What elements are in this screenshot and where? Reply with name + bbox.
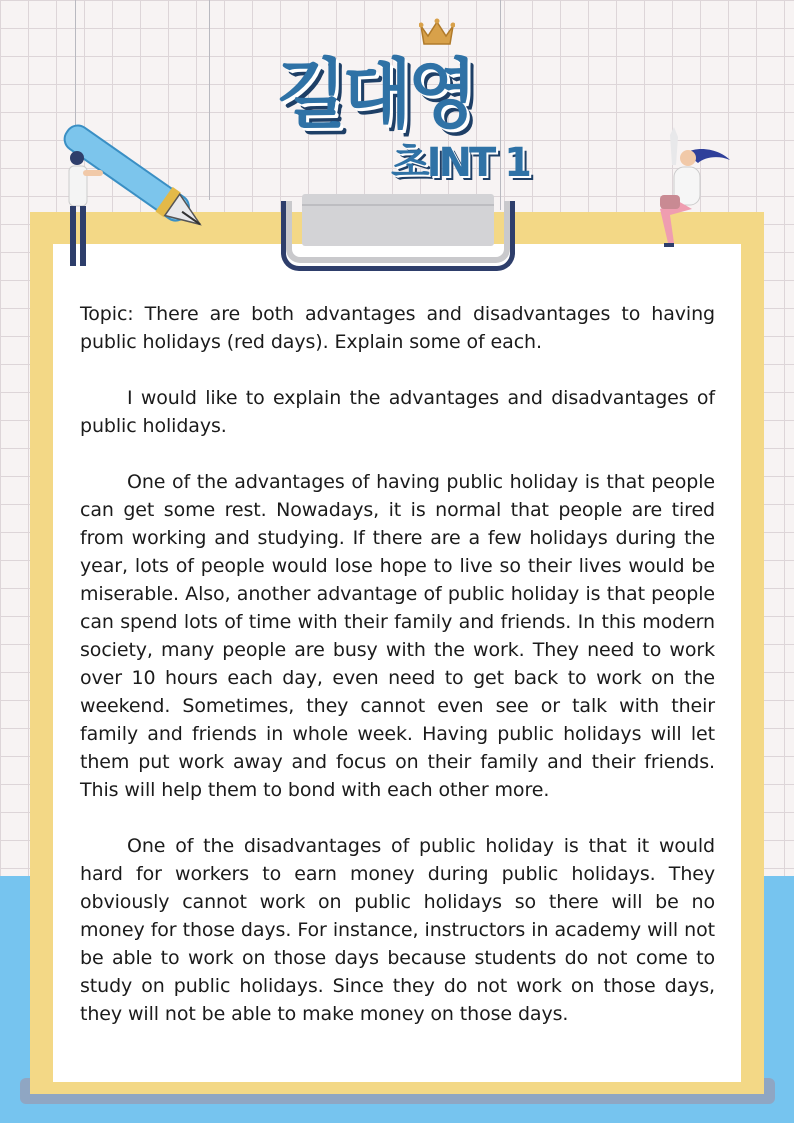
clipboard-clip-plate bbox=[302, 194, 494, 246]
essay-topic: Topic: There are both advantages and disadvantages to having public holidays (red days). Explain some of each. bbox=[80, 303, 715, 353]
subtitle: 초INT 1 bbox=[390, 139, 530, 186]
essay-paragraph: One of the disadvantages of public holiday is that it would hard for workers to earn money during public holidays. They obviously cannot work on public holidays so there will be no money for those days. For instance, instructors in academy will not be able to work on those days because students do not come to study on public holidays. Since they do not work on those days, they will not be able to make money on those days. bbox=[80, 835, 715, 1025]
essay-paragraph: One of the advantages of having public holiday is that people can get some rest. Nowadays, it is normal that people are tired from working and studying. If there are a few holidays during the year, lots of people would lose hope to live so their lives would be miserable. Also, another advantage of public holiday is that people can spend lots of time with their family and friends. In this modern society, many people are busy with the work. They need to work over 10 hours each day, even need to get back to work on the weekend. Sometimes, they cannot even see or talk with their family and friends in whole week. Having public holidays will let them put work away and focus on their family and their friends. This will help them to bond with each other more. bbox=[80, 471, 715, 801]
essay-paragraph: I would like to explain the advantages and disadvantages of public holidays. bbox=[80, 387, 715, 437]
sitting-woman-icon bbox=[640, 125, 735, 255]
person-with-pen-icon bbox=[55, 118, 235, 268]
title: 길대영 bbox=[276, 50, 474, 139]
essay-content bbox=[80, 300, 715, 1056]
